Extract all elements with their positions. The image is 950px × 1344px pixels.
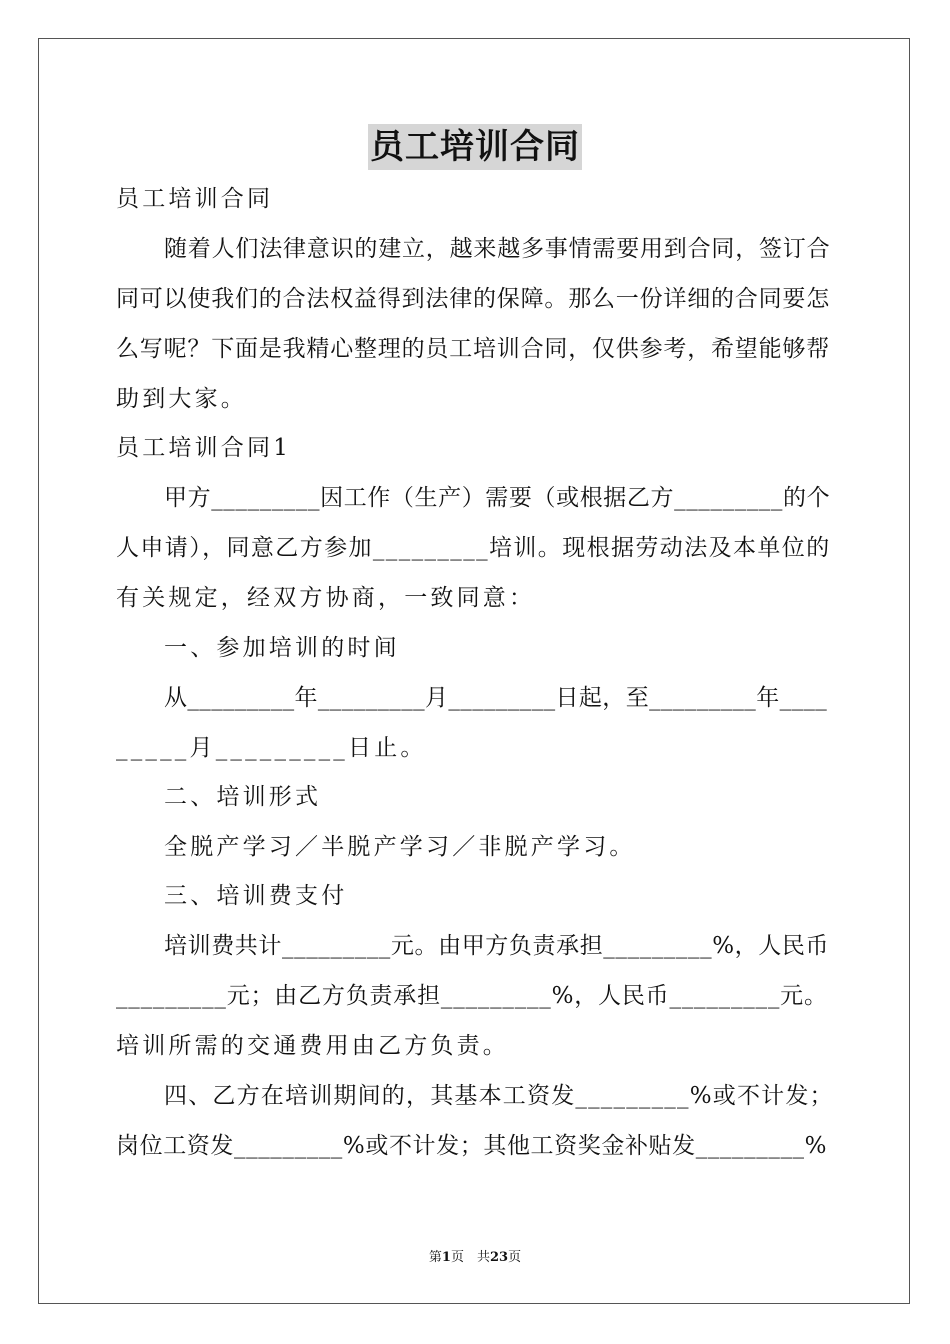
text-line: 有关规定，经双方协商，一致同意： [116, 585, 536, 611]
text-line: 二、培训形式 [164, 784, 322, 810]
text-line: 员工培训合同 [116, 186, 274, 212]
text-line: 一、参加培训的时间 [164, 635, 400, 661]
title-text: 员工培训合同 [368, 124, 582, 170]
footer-suffix: 页 [508, 1250, 522, 1265]
text-line: 四、乙方在培训期间的，其基本工资发_________%或不计发； [164, 1083, 834, 1109]
text-line: 培训所需的交通费用由乙方负责。 [116, 1033, 509, 1059]
text-line: 从_________年_________月_________日起，至_________年____ [164, 685, 828, 711]
text-line: 员工培训合同1 [116, 435, 292, 461]
footer-page-number: 1 [441, 1250, 451, 1265]
text-line: 同可以使我们的合法权益得到法律的保障。那么一份详细的合同要怎 [116, 286, 830, 312]
footer-total-pages: 23 [489, 1250, 509, 1265]
page-border [38, 38, 910, 1304]
page-footer [0, 1246, 950, 1265]
text-line: 三、培训费支付 [164, 883, 348, 909]
text-line: _____月_________日止。 [116, 735, 427, 761]
text-line: 甲方_________因工作（生产）需要（或根据乙方_________的个 [164, 485, 831, 511]
text-line: 岗位工资发_________%或不计发；其他工资奖金补贴发_________% [116, 1133, 828, 1159]
text-line: 人申请），同意乙方参加_________培训。现根据劳动法及本单位的 [116, 535, 831, 561]
text-line: 随着人们法律意识的建立，越来越多事情需要用到合同，签订合 [164, 236, 831, 262]
footer-prefix: 第 [428, 1250, 442, 1265]
document-title [0, 124, 950, 170]
text-line: _________元；由乙方负责承担_________%，人民币_________元。 [116, 983, 828, 1009]
text-line: 助到大家。 [116, 386, 247, 412]
text-line: 培训费共计_________元。由甲方负责承担_________%，人民币 [164, 933, 830, 959]
text-line: 全脱产学习／半脱产学习／非脱产学习。 [164, 834, 636, 860]
footer-mid: 页 共 [450, 1250, 490, 1265]
text-line: 么写呢？下面是我精心整理的员工培训合同，仅供参考，希望能够帮 [116, 336, 830, 362]
